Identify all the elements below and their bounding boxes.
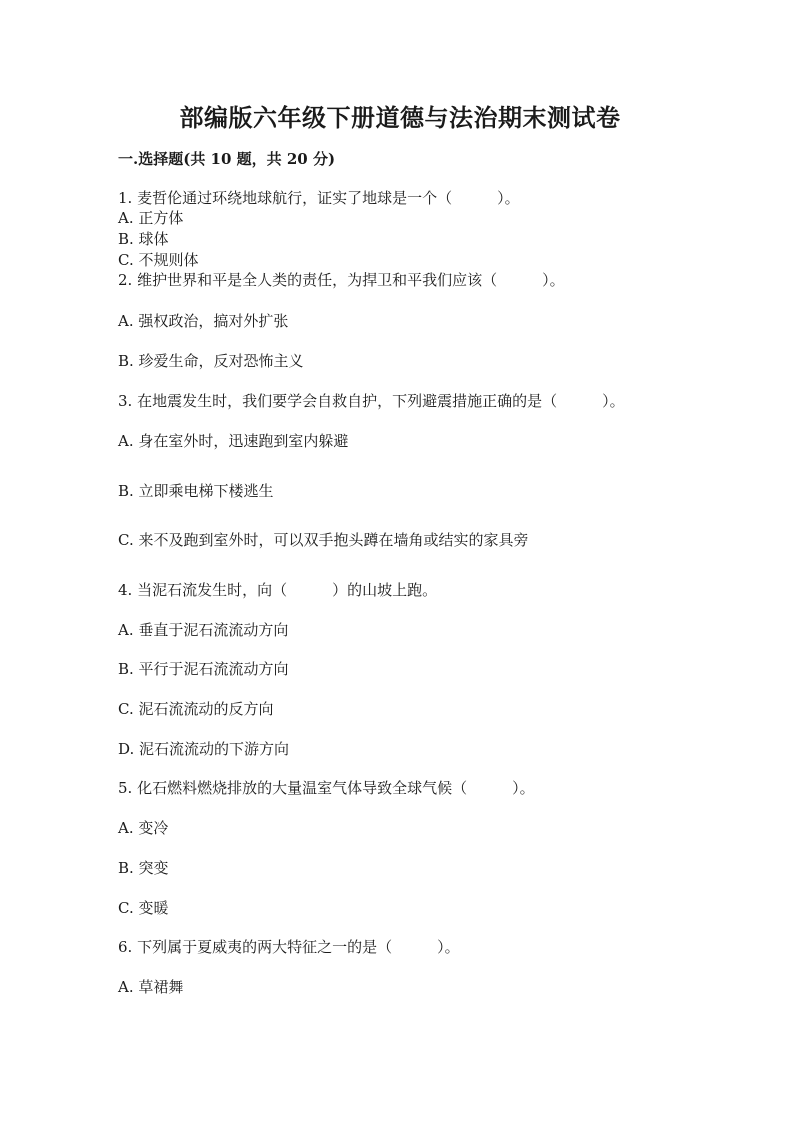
question-3-option-a: A. 身在室外时，迅速跑到室内躲避 [118,432,349,450]
question-6-stem: 6. 下列属于夏威夷的两大特征之一的是（ ）。 [118,938,460,956]
question-5-option-c: C. 变暖 [118,899,169,917]
question-1-option-c: C. 不规则体 [118,251,199,269]
question-1-option-b: B. 球体 [118,230,169,248]
question-1-stem: 1. 麦哲伦通过环绕地球航行，证实了地球是一个（ ）。 [118,189,520,207]
question-5-stem: 5. 化石燃料燃烧排放的大量温室气体导致全球气候（ ）。 [118,779,535,797]
question-1-option-a: A. 正方体 [118,209,184,227]
question-3-option-b: B. 立即乘电梯下楼逃生 [118,482,274,500]
question-5-option-a: A. 变冷 [118,819,169,837]
question-3-stem: 3. 在地震发生时，我们要学会自救自护，下列避震措施正确的是（ ）。 [118,392,625,410]
question-4-option-b: B. 平行于泥石流流动方向 [118,660,289,678]
question-5-option-b: B. 突变 [118,859,169,877]
section-heading: 一.选择题(共 10 题，共 20 分) [118,150,336,168]
question-3-option-c: C. 来不及跑到室外时，可以双手抱头蹲在墙角或结实的家具旁 [118,531,529,549]
question-4-option-a: A. 垂直于泥石流流动方向 [118,621,289,639]
question-4-stem: 4. 当泥石流发生时，向（ ）的山坡上跑。 [118,581,438,599]
question-4-option-d: D. 泥石流流动的下游方向 [118,740,290,758]
question-2-stem: 2. 维护世界和平是全人类的责任，为捍卫和平我们应该（ ）。 [118,271,565,289]
page-title: 部编版六年级下册道德与法治期末测试卷 [179,103,621,132]
question-2-option-a: A. 强权政治，搞对外扩张 [118,312,289,330]
question-4-option-c: C. 泥石流流动的反方向 [118,700,274,718]
question-6-option-a: A. 草裙舞 [118,978,184,996]
question-2-option-b: B. 珍爱生命，反对恐怖主义 [118,352,304,370]
